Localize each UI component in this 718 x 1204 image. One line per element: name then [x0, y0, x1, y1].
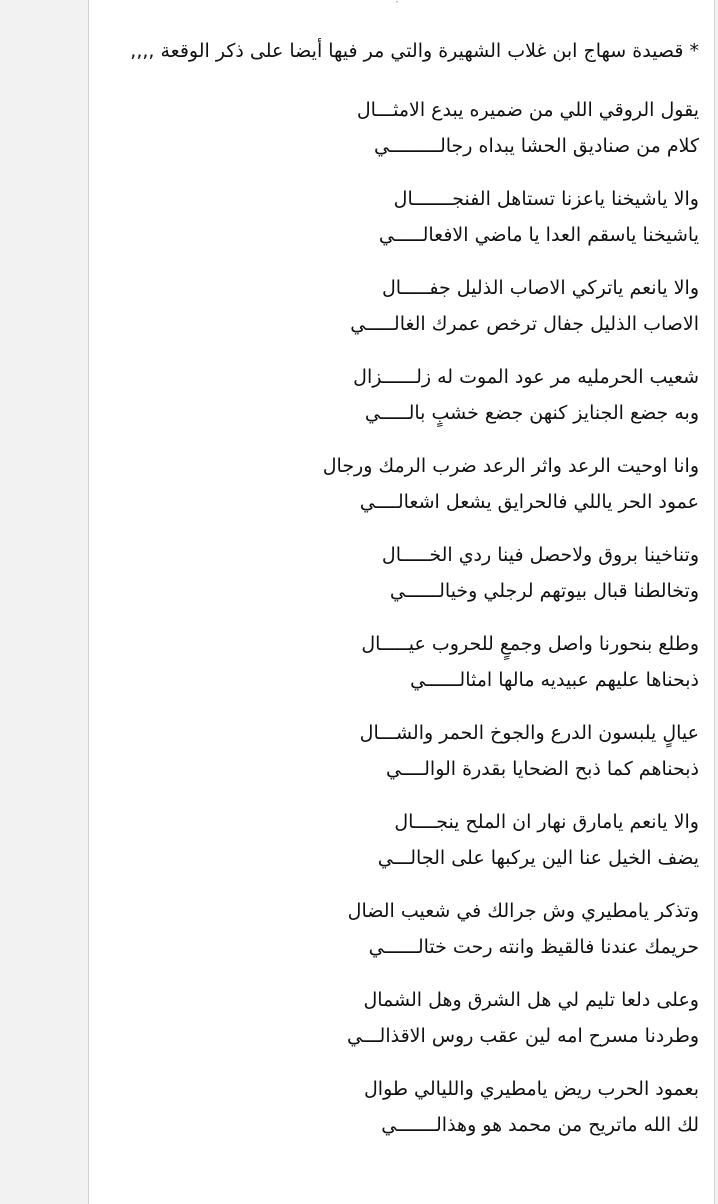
verse-second-line: عمود الحر ياللي فالحرايق يشعل اشعالــــي: [359, 491, 699, 513]
verse-first-line: والا ياشيخنا ياعزنا تستاهل الفنجـــــــال: [393, 188, 699, 210]
verse-first-line: عيالٍ يلبسون الدرع والجوخ الحمر والشـــال: [359, 722, 699, 744]
poem-intro: * قصيدة سهاج ابن غلاب الشهيرة والتي مر فيها أيضا على ذكر الوقعة ,,,,: [130, 40, 699, 62]
verse-first-line: وتناخينا بروق ولاحصل فينا ردي الخـــــال: [381, 544, 699, 566]
verse-second-line: ذبحناها عليهم عبيديه مالها امثالــــــي: [410, 669, 699, 691]
verse-first-line: وطلع بنحورنا واصل وجمعٍ للحروب عيـــــال: [361, 633, 699, 655]
poem-body: [101, 92, 699, 1143]
verse-second-line: ذبحناهم كما ذبح الضحايا بقدرة الوالــــي: [386, 758, 699, 780]
poem-verse: [101, 715, 699, 787]
verse-first-line: والا يانعم ياتركي الاصاب الذليل جفـــــال: [381, 277, 699, 299]
verse-second-line: وتخالطنا قبال بيوتهم لرجلي وخيالــــــي: [389, 580, 699, 602]
verse-second-line: لك الله ماتريح من محمد هو وهذالـــــــي: [381, 1114, 699, 1136]
post-panel: [88, 0, 715, 1204]
verse-second-line: حريمك عندنا فالقيظ وانته رحت ختالــــــي: [368, 936, 699, 958]
verse-first-line: وانا اوحيت الرعد واثر الرعد ضرب الرمك ورجال: [322, 455, 699, 477]
verse-first-line: وتذكر يامطيري وش جرالك في شعيب الضال: [347, 900, 699, 922]
poem-verse: [101, 982, 699, 1054]
verse-second-line: كلام من صناديق الحشا يبداه رجالـــــــــي: [374, 135, 699, 157]
verse-second-line: وطردنا مسرح امه لين عقب روس الاقذالـــي: [347, 1025, 699, 1047]
truncated-text: [101, 0, 699, 6]
poem-verse: [101, 181, 699, 253]
poem-verse: [101, 359, 699, 431]
poem-verse: [101, 804, 699, 876]
verse-first-line: يقول الروقي اللي من ضميره يبدع الامثـــال: [356, 99, 699, 121]
verse-first-line: شعيب الحرمليه مر عود الموت له زلــــــزال: [353, 366, 699, 388]
poem-verse: [101, 893, 699, 965]
post-content: [89, 0, 714, 1143]
verse-second-line: يضف الخيل عنا الين يركبها على الجالـــي: [377, 847, 699, 869]
poem-verse: [101, 1071, 699, 1143]
poem-verse: [101, 626, 699, 698]
verse-first-line: بعمود الحرب ريض يامطيري والليالي طوال: [364, 1078, 699, 1100]
poem-verse: [101, 92, 699, 164]
poem-verse: [101, 537, 699, 609]
verse-first-line: والا يانعم يامارق نهار ان الملح ينجــــال: [394, 811, 699, 833]
verse-second-line: الاصاب الذليل جفال ترخص عمرك الغالـــــي: [350, 313, 699, 335]
verse-second-line: وبه جضع الجنايز كنهن جضع خشبٍ بالـــــي: [364, 402, 699, 424]
verse-second-line: ياشيخنا ياسقم العدا يا ماضي الافعالـــــي: [378, 224, 699, 246]
poem-verse: [101, 270, 699, 342]
verse-first-line: وعلى دلعا تليم لي هل الشرق وهل الشمال: [363, 989, 699, 1011]
poem-verse: [101, 448, 699, 520]
